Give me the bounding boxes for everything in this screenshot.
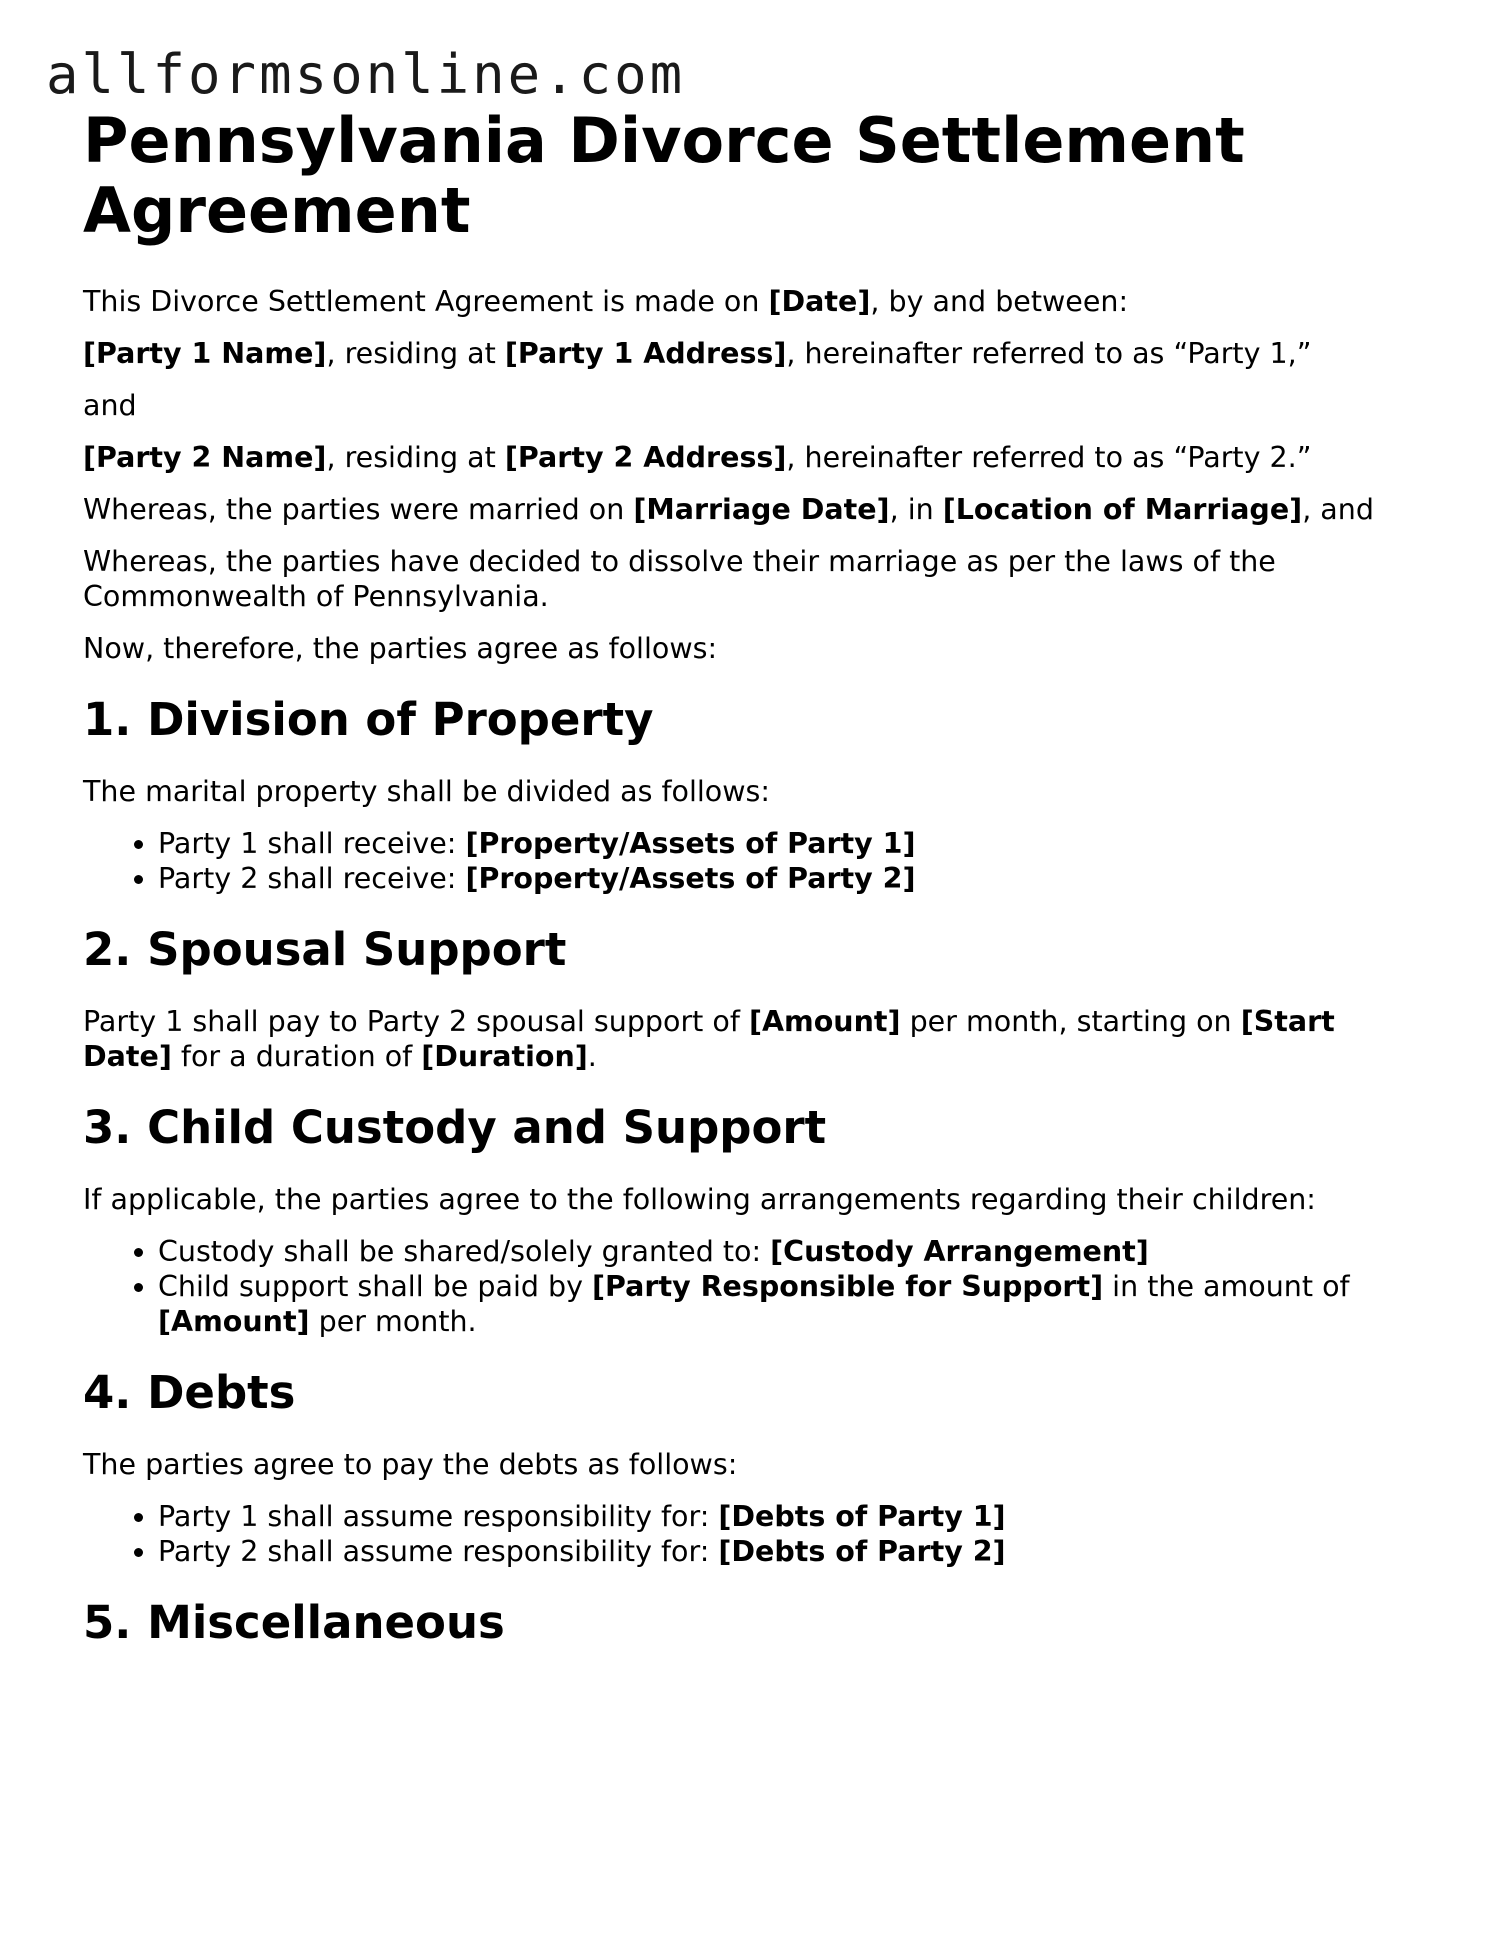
property-intro: The marital property shall be divided as follows:: [83, 775, 771, 808]
date-placeholder: [Date]: [768, 285, 871, 318]
custody-intro: If applicable, the parties agree to the following arrangements regarding their children:: [83, 1183, 1316, 1216]
marriage-date-placeholder: [Marriage Date]: [633, 493, 890, 526]
intro-date-paragraph: This Divorce Settlement Agreement is made on [Date], by and between:: [83, 285, 1129, 318]
list-item: • Custody shall be shared/solely granted to: [Custody Arrangement]: [158, 1234, 1478, 1269]
list-item: • Party 2 shall receive: [Property/Assets of Party 2]: [158, 861, 1443, 896]
section-heading-property: 1. Division of Property: [83, 693, 654, 746]
marriage-paragraph: Whereas, the parties were married on [Marriage Date], in [Location of Marriage], and: [83, 493, 1374, 526]
duration-placeholder: [Duration]: [421, 1040, 588, 1073]
agree-paragraph: Now, therefore, the parties agree as follows:: [83, 632, 718, 665]
party-2-address-placeholder: [Party 2 Address]: [504, 441, 787, 474]
document-title: Pennsylvania Divorce Settlement Agreement: [83, 104, 1245, 247]
spousal-support-paragraph: Party 1 shall pay to Party 2 spousal support of [Amount] per month, starting on [Start Date] for a duration of [Duration].: [83, 1005, 1335, 1073]
debts-intro: The parties agree to pay the debts as follows:: [83, 1448, 738, 1481]
section-heading-miscellaneous: 5. Miscellaneous: [83, 1596, 505, 1649]
party-2-paragraph: [Party 2 Name], residing at [Party 2 Address], hereinafter referred to as “Party 2.”: [83, 441, 1312, 474]
section-heading-debts: 4. Debts: [83, 1366, 296, 1419]
site-watermark: allformsonline.com: [46, 43, 686, 106]
document-body: [83, 106, 1443, 1649]
list-item: • Child support shall be paid by [Party Responsible for Support] in the amount of [Amount] per month.: [158, 1269, 1478, 1339]
dissolve-paragraph: Whereas, the parties have decided to dissolve their marriage as per the laws of the Commonwealth of Pennsylvania.: [83, 545, 1276, 613]
marriage-location-placeholder: [Location of Marriage]: [942, 493, 1303, 526]
start-date-placeholder: [Start Date]: [83, 1005, 1335, 1073]
party-1-name-placeholder: [Party 1 Name]: [83, 337, 327, 370]
party-1-paragraph: [Party 1 Name], residing at [Party 1 Address], hereinafter referred to as “Party 1,”: [83, 337, 1312, 370]
property-list: [83, 826, 1443, 896]
list-item: • Party 1 shall assume responsibility for: [Debts of Party 1]: [158, 1499, 1443, 1534]
debts-list: [83, 1499, 1443, 1569]
and-paragraph: and: [83, 389, 137, 422]
party-1-address-placeholder: [Party 1 Address]: [504, 337, 787, 370]
list-item: • Party 1 shall receive: [Property/Assets of Party 1]: [158, 826, 1443, 861]
amount-placeholder: [Amount]: [748, 1005, 901, 1038]
section-heading-child-custody: 3. Child Custody and Support: [83, 1101, 827, 1154]
custody-list: [83, 1234, 1478, 1339]
party-2-name-placeholder: [Party 2 Name]: [83, 441, 327, 474]
section-heading-spousal-support: 2. Spousal Support: [83, 923, 567, 976]
list-item: • Party 2 shall assume responsibility for: [Debts of Party 2]: [158, 1534, 1443, 1569]
